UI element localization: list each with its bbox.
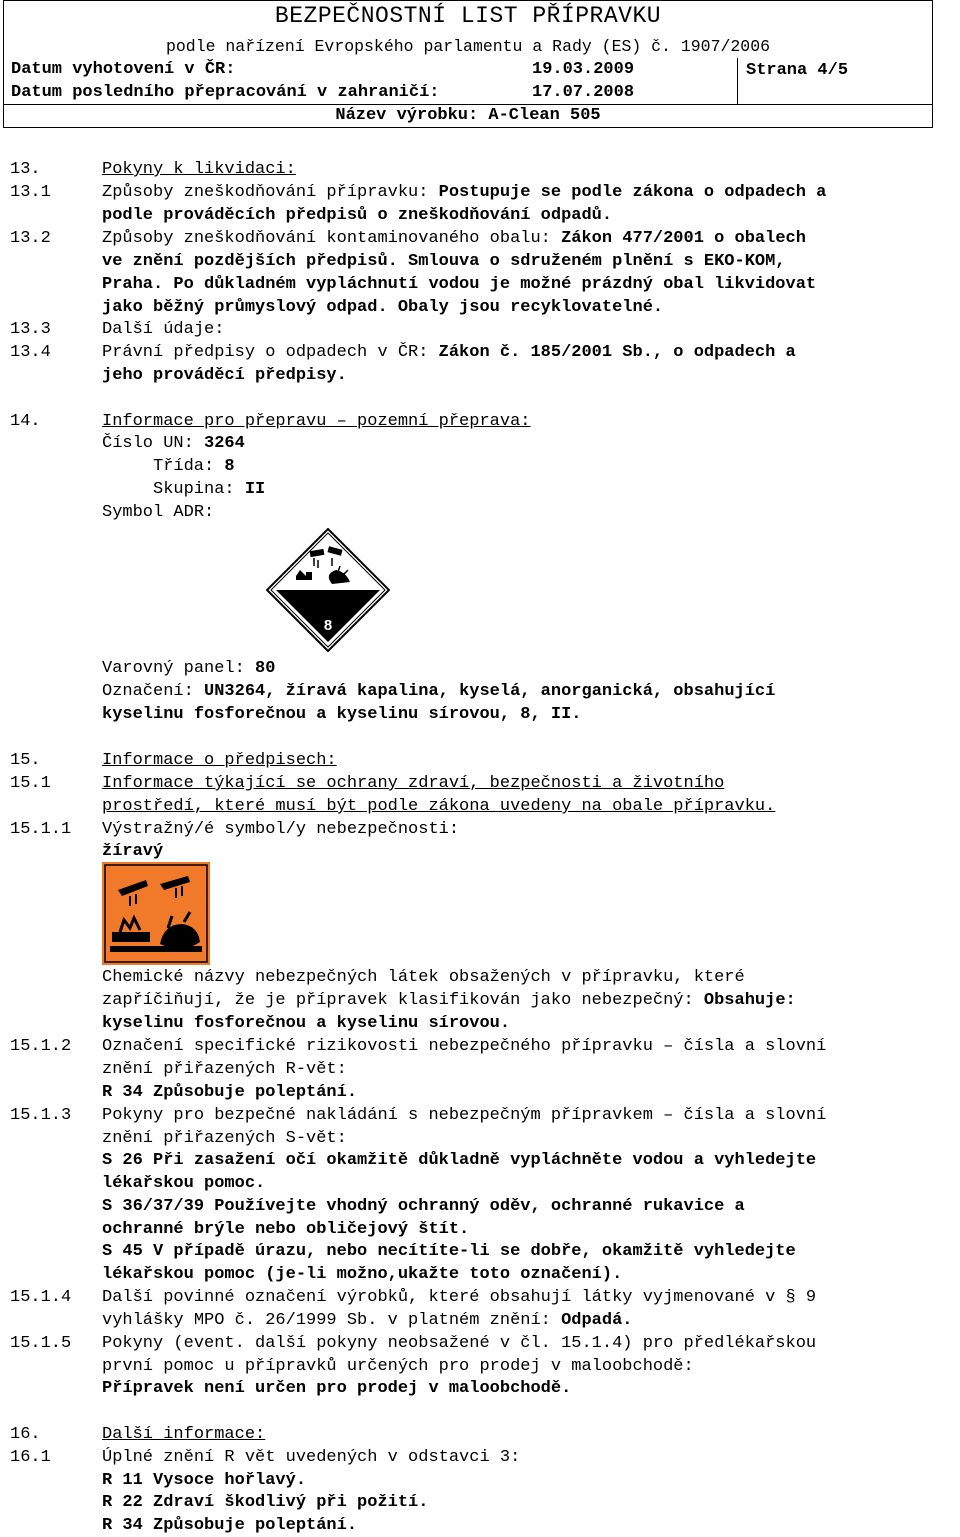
section-15-1-number: 15.1	[10, 774, 51, 793]
s-phrase-36-37-39: S 36/37/39 Používejte vhodný ochranný oděv, ochranné rukavice a	[102, 1197, 745, 1216]
section-16-number: 16.	[10, 1425, 41, 1444]
hazard-symbol-name: žíravý	[102, 842, 164, 861]
retail-note: Přípravek není určen pro prodej v maloobchodě.	[102, 1379, 572, 1398]
section-15-1-4-text-cont: vyhlášky MPO č. 26/1999 Sb. v platném znění: Odpadá.	[102, 1311, 633, 1330]
page-number-box	[737, 58, 933, 105]
section-13-4-text: Právní předpisy o odpadech v ČR: Zákon č. 185/2001 Sb., o odpadech a	[102, 343, 796, 362]
section-15-1-4-number: 15.1.4	[10, 1288, 72, 1307]
section-13-1-text: Způsoby zneškodňování přípravku: Postupuje se podle zákona o odpadech a	[102, 183, 827, 202]
section-15-1-3-text-cont: znění přiřazených S-vět:	[102, 1129, 347, 1148]
section-13-2-text-cont-1: ve znění pozdějších předpisů. Smlouva o sdruženém plnění s EKO-KOM,	[102, 252, 786, 271]
section-13-number: 13.	[10, 160, 41, 179]
section-13-4-number: 13.4	[10, 343, 51, 362]
chemical-names-text-cont: zapříčiňují, že je přípravek klasifikován jako nebezpečný: Obsahuje:	[102, 991, 796, 1010]
section-13-2-text: Způsoby zneškodňování kontaminovaného obalu: Zákon 477/2001 o obalech	[102, 229, 806, 248]
section-13-1-number: 13.1	[10, 183, 51, 202]
section-13-3-number: 13.3	[10, 320, 51, 339]
svg-text:8: 8	[323, 617, 333, 634]
section-15-1-3-text: Pokyny pro bezpečné nakládání s nebezpečným přípravkem – čísla a slovní	[102, 1106, 827, 1125]
section-16-title: Další informace:	[102, 1425, 266, 1444]
section-14-title: Informace pro přepravu – pozemní přeprava:	[102, 412, 531, 431]
section-15-1-3-number: 15.1.3	[10, 1106, 72, 1125]
section-15-1-1-number: 15.1.1	[10, 820, 72, 839]
regulation-subtitle: podle nařízení Evropského parlamentu a Rady (ES) č. 1907/2006	[166, 37, 770, 56]
section-13-2-text-cont-3: jako běžný průmyslový odpad. Obaly jsou recyklovatelné.	[102, 298, 664, 317]
section-15-1-5-number: 15.1.5	[10, 1334, 72, 1353]
chemical-names-contains: kyselinu fosforečnou a kyselinu sírovou.	[102, 1014, 511, 1033]
section-15-1-title-cont: prostředí, které musí být podle zákona uvedeny na obale přípravku.	[102, 797, 776, 816]
s-phrase-26-cont: lékařskou pomoc.	[102, 1174, 266, 1193]
chemical-names-text: Chemické názvy nebezpečných látek obsažených v přípravku, které	[102, 968, 745, 987]
section-15-1-4-text: Další povinné označení výrobků, které obsahují látky vyjmenované v § 9	[102, 1288, 817, 1307]
section-15-1-5-text-cont: první pomoc u přípravků určených pro prodej v maloobchodě:	[102, 1357, 694, 1376]
r-phrase-22: R 22 Zdraví škodlivý při požití.	[102, 1493, 429, 1512]
section-13-2-text-cont-2: Praha. Po důkladném vypláchnutí vodou je možné prázdný obal likvidovat	[102, 275, 817, 294]
section-14-number: 14.	[10, 412, 41, 431]
header-divider	[4, 104, 932, 105]
product-name: Název výrobku: A-Clean 505	[335, 106, 601, 125]
r-phrase-11: R 11 Vysoce hořlavý.	[102, 1471, 307, 1490]
warning-panel: Varovný panel: 80	[102, 659, 276, 678]
adr-symbol-label: Symbol ADR:	[102, 503, 215, 522]
document-title: BEZPEČNOSTNÍ LIST PŘÍPRAVKU	[274, 3, 662, 29]
section-13-1-text-cont: podle prováděcích předpisů o zneškodňování odpadů.	[102, 206, 613, 225]
adr-class-8-corrosive-icon	[266, 528, 390, 652]
r-phrase-34: R 34 Způsobuje poleptání.	[102, 1083, 358, 1102]
s-phrase-45: S 45 V případě úrazu, nebo necítíte-li se dobře, okamžitě vyhledejte	[102, 1242, 796, 1261]
section-16-1-text: Úplné znění R vět uvedených v odstavci 3:	[102, 1448, 521, 1467]
section-13-title: Pokyny k likvidaci:	[102, 160, 296, 179]
section-15-1-2-text: Označení specifické rizikovosti nebezpečného přípravku – čísla a slovní	[102, 1037, 827, 1056]
s-phrase-26: S 26 Při zasažení očí okamžitě důkladně vypláchněte vodou a vyhledejte	[102, 1151, 817, 1170]
revision-date: 17.07.2008	[532, 83, 635, 102]
page-number: Strana 4/5	[746, 61, 849, 80]
section-15-title: Informace o předpisech:	[102, 751, 337, 770]
s-phrase-45-cont: lékařskou pomoc (je-li možno,ukažte toto označení).	[102, 1265, 623, 1284]
section-16-1-number: 16.1	[10, 1448, 51, 1467]
corrosive-hazard-icon	[102, 862, 210, 965]
transport-class: Třída: 8	[153, 457, 235, 476]
document-header	[3, 0, 933, 128]
transport-marking-cont: kyselinu fosforečnou a kyselinu sírovou, 8, II.	[102, 705, 582, 724]
section-15-1-1-text: Výstražný/é symbol/y nebezpečnosti:	[102, 820, 460, 839]
section-15-number: 15.	[10, 751, 41, 770]
un-number: Číslo UN: 3264	[102, 434, 245, 453]
issue-date: 19.03.2009	[532, 60, 635, 79]
packing-group: Skupina: II	[153, 480, 266, 499]
section-15-1-2-text-cont: znění přiřazených R-vět:	[102, 1060, 347, 1079]
r-phrase-34-full: R 34 Způsobuje poleptání.	[102, 1516, 358, 1535]
section-13-4-text-cont: jeho prováděcí předpisy.	[102, 366, 347, 385]
transport-marking: Označení: UN3264, žíravá kapalina, kyselá, anorganická, obsahující	[102, 682, 776, 701]
s-phrase-36-37-39-cont: ochranné brýle nebo obličejový štít.	[102, 1220, 470, 1239]
section-15-1-5-text: Pokyny (event. další pokyny neobsažené v čl. 15.1.4) pro předlékařskou	[102, 1334, 817, 1353]
section-13-3-text: Další údaje:	[102, 320, 225, 339]
revision-date-label: Datum posledního přepracování v zahraničí:	[11, 83, 440, 102]
section-13-2-number: 13.2	[10, 229, 51, 248]
section-15-1-2-number: 15.1.2	[10, 1037, 72, 1056]
section-15-1-title: Informace týkající se ochrany zdraví, bezpečnosti a životního	[102, 774, 725, 793]
issue-date-label: Datum vyhotovení v ČR:	[11, 60, 236, 79]
